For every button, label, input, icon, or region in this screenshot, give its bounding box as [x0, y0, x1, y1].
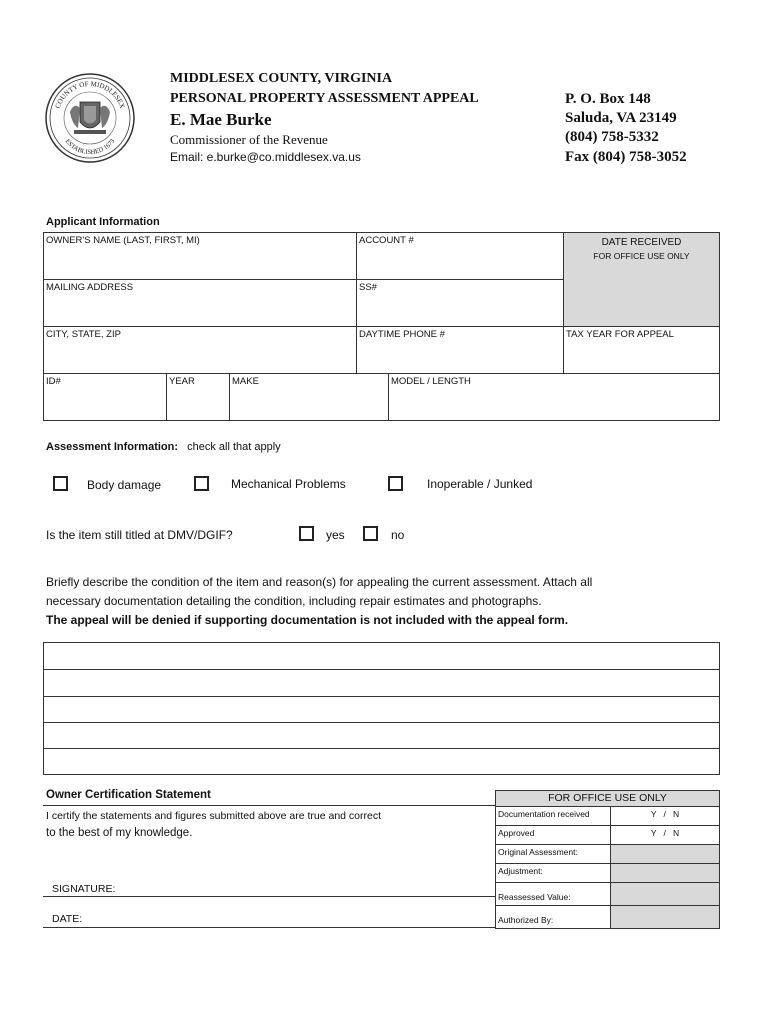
seal-bottom-text: ESTABLISHED 1673 [63, 137, 117, 157]
make-field[interactable] [229, 373, 389, 421]
owners-name-label: OWNER'S NAME (LAST, FIRST, MI) [46, 235, 200, 246]
account-field[interactable] [356, 232, 564, 280]
tax-year-label: TAX YEAR FOR APPEAL [566, 329, 674, 340]
office-row-value[interactable]: Y / N [610, 825, 720, 845]
daytime-phone-label: DAYTIME PHONE # [359, 329, 445, 340]
office-row-label: Original Assessment: [495, 844, 611, 864]
body-damage-checkbox[interactable] [53, 476, 68, 491]
applicant-section-title: Applicant Information [46, 216, 160, 228]
titled-yes-checkbox[interactable] [299, 526, 314, 541]
office-row-value[interactable] [610, 905, 720, 929]
address-phone: (804) 758-5332 [565, 129, 659, 145]
titled-no-checkbox[interactable] [363, 526, 378, 541]
city-state-zip-field[interactable] [43, 326, 357, 374]
model-label: MODEL / LENGTH [391, 376, 471, 387]
account-label: ACCOUNT # [359, 235, 414, 246]
description-line-divider [44, 722, 719, 723]
office-row-label: Authorized By: [495, 905, 611, 929]
signature-label: SIGNATURE: [52, 883, 116, 895]
office-row-value[interactable] [610, 882, 720, 906]
date-received-box [563, 232, 720, 327]
description-lines[interactable] [43, 642, 720, 775]
titled-yes-label: yes [326, 528, 345, 542]
seal-top-text: COUNTY OF MIDDLESEX [53, 79, 127, 110]
certification-title: Owner Certification Statement [46, 789, 211, 801]
office-row-value[interactable]: Y / N [610, 806, 720, 826]
make-label: MAKE [232, 376, 259, 387]
county-title: MIDDLESEX COUNTY, VIRGINIA [170, 71, 393, 86]
description-line-divider [44, 748, 719, 749]
mailing-address-field[interactable] [43, 279, 357, 327]
description-line-divider [44, 669, 719, 670]
address-po-box: P. O. Box 148 [565, 91, 651, 107]
year-field[interactable] [166, 373, 230, 421]
office-use-title: FOR OFFICE USE ONLY [495, 790, 720, 807]
description-line-2: necessary documentation detailing the condition, including repair estimates and photographs. [46, 594, 542, 608]
daytime-phone-field[interactable] [356, 326, 564, 374]
certification-line-2: to the best of my knowledge. [46, 827, 193, 839]
commissioner-name: E. Mae Burke [170, 110, 272, 129]
date-line[interactable] [43, 927, 495, 928]
signature-line[interactable] [43, 896, 495, 897]
county-seal-logo [44, 72, 136, 164]
mechanical-problems-checkbox[interactable] [194, 476, 209, 491]
commissioner-email: Email: e.burke@co.middlesex.va.us [170, 150, 361, 164]
mailing-address-label: MAILING ADDRESS [46, 282, 134, 293]
address-city: Saluda, VA 23149 [565, 110, 677, 126]
office-row-value[interactable] [610, 863, 720, 883]
titled-no-label: no [391, 528, 405, 542]
description-line-divider [44, 696, 719, 697]
owners-name-field[interactable] [43, 232, 357, 280]
id-field[interactable] [43, 373, 167, 421]
form-title: PERSONAL PROPERTY ASSESSMENT APPEAL [170, 91, 479, 106]
year-label: YEAR [169, 376, 195, 387]
city-state-zip-label: CITY, STATE, ZIP [46, 329, 121, 340]
certification-line-1: I certify the statements and figures submitted above are true and correct [46, 810, 382, 822]
mechanical-problems-label: Mechanical Problems [231, 477, 346, 491]
certification-divider [43, 805, 495, 806]
date-received-office-note: FOR OFFICE USE ONLY [593, 251, 690, 261]
office-row-label: Reassessed Value: [495, 882, 611, 906]
office-row-label: Documentation received [495, 806, 611, 826]
model-field[interactable] [388, 373, 720, 421]
description-warning: The appeal will be denied if supporting documentation is not included with the appeal form. [46, 613, 569, 627]
tax-year-field[interactable] [563, 326, 720, 374]
inoperable-junked-checkbox[interactable] [388, 476, 403, 491]
description-line-1: Briefly describe the condition of the item and reason(s) for appealing the current assessment. Attach all [46, 575, 593, 589]
commissioner-position: Commissioner of the Revenue [170, 132, 328, 147]
inoperable-junked-label: Inoperable / Junked [427, 477, 533, 491]
office-row-value[interactable] [610, 844, 720, 864]
ss-label: SS# [359, 282, 377, 293]
office-row-label: Adjustment: [495, 863, 611, 883]
assessment-hint: check all that apply [187, 441, 281, 453]
titled-question: Is the item still titled at DMV/DGIF? [46, 528, 233, 542]
assessment-title: Assessment Information: [46, 441, 179, 453]
date-received-label: DATE RECEIVED [601, 237, 682, 248]
id-label: ID# [46, 376, 61, 387]
office-row-label: Approved [495, 825, 611, 845]
address-fax: Fax (804) 758-3052 [565, 149, 687, 165]
ss-field[interactable] [356, 279, 564, 327]
date-label: DATE: [52, 913, 83, 925]
body-damage-label: Body damage [87, 478, 162, 492]
assessment-header [46, 441, 281, 453]
